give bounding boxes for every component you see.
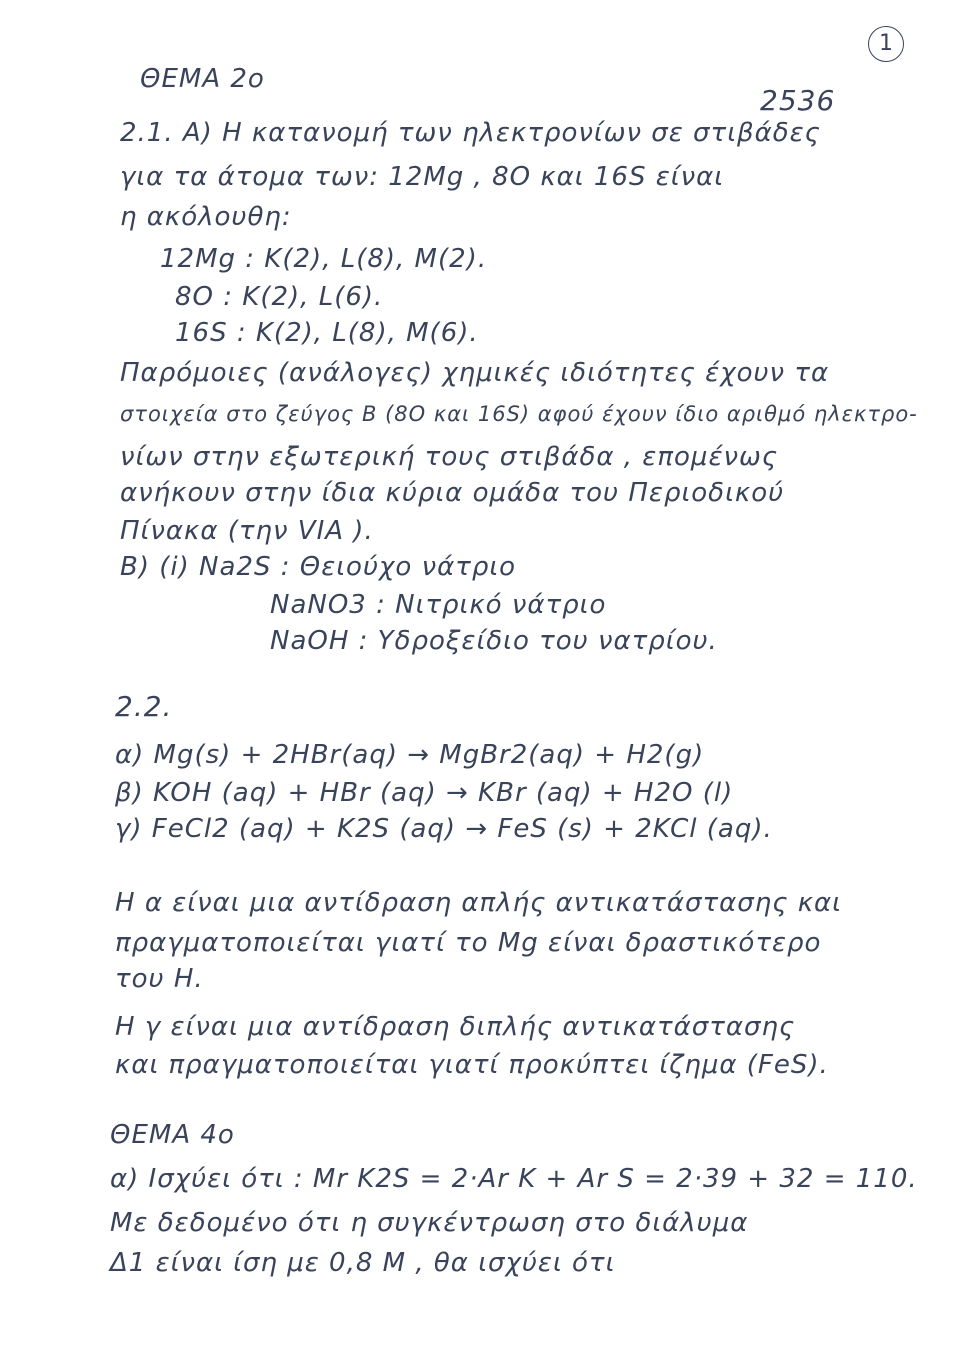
section-heading-2-2: 2.2.: [115, 690, 173, 723]
answer-line: 12Mg : K(2), L(8), M(2).: [160, 244, 488, 274]
answer-line: για τα άτομα των: 12Mg , 8O και 16S είναι: [120, 162, 725, 192]
answer-line: Η α είναι μια αντίδραση απλής αντικατάστασης και: [115, 888, 842, 918]
answer-line: στοιχεία στο ζεύγος Β (8O και 16S) αφού έχουν ίδιο αριθμό ηλεκτρο-: [120, 402, 918, 426]
answer-line: 16S : K(2), L(8), M(6).: [175, 318, 479, 348]
answer-line: πραγματοποιείται γιατί το Mg είναι δραστικότερο: [115, 928, 822, 958]
answer-line: Με δεδομένο ότι η συγκέντρωση στο διάλυμα: [110, 1208, 749, 1238]
answer-line: α) Ισχύει ότι : Mr K2S = 2·Ar K + Ar S = 2·39 + 32 = 110.: [110, 1164, 918, 1194]
answer-line: του Η.: [115, 964, 204, 994]
answer-line: ανήκουν στην ίδια κύρια ομάδα του Περιοδικού: [120, 478, 785, 508]
section-heading-thema4: ΘΕΜΑ 4ο: [110, 1120, 235, 1150]
answer-line: Η γ είναι μια αντίδραση διπλής αντικατάστασης: [115, 1012, 796, 1042]
answer-line: η ακόλουθη:: [120, 202, 292, 232]
answer-line: Β) (i) Na2S : Θειούχο νάτριο: [120, 552, 517, 582]
page-number: 1: [868, 26, 904, 62]
document-code: 2536: [760, 84, 836, 117]
equation-line: β) KOH (aq) + HBr (aq) → KBr (aq) + H2O (l): [115, 778, 734, 808]
answer-line: Δ1 είναι ίση με 0,8 M , θα ισχύει ότι: [110, 1248, 616, 1278]
answer-line: νίων στην εξωτερική τους στιβάδα , επομένως: [120, 442, 779, 472]
answer-line: NaOH : Υδροξείδιο του νατρίου.: [270, 626, 718, 656]
section-heading-thema2: ΘΕΜΑ 2ο: [140, 64, 265, 94]
equation-line: γ) FeCl2 (aq) + K2S (aq) → FeS (s) + 2KCl (aq).: [115, 814, 773, 844]
answer-line: Πίνακα (την VIA ).: [120, 516, 374, 546]
answer-line: και πραγματοποιείται γιατί προκύπτει ίζημα (FeS).: [115, 1050, 829, 1080]
answer-line: 8O : K(2), L(6).: [175, 282, 384, 312]
answer-line: NaNO3 : Νιτρικό νάτριο: [270, 590, 607, 620]
answer-line: Παρόμοιες (ανάλογες) χημικές ιδιότητες έχουν τα: [120, 358, 830, 388]
answer-line: 2.1. Α) Η κατανομή των ηλεκτρονίων σε στιβάδες: [120, 118, 821, 148]
equation-line: α) Mg(s) + 2HBr(aq) → MgBr2(aq) + H2(g): [115, 740, 705, 770]
